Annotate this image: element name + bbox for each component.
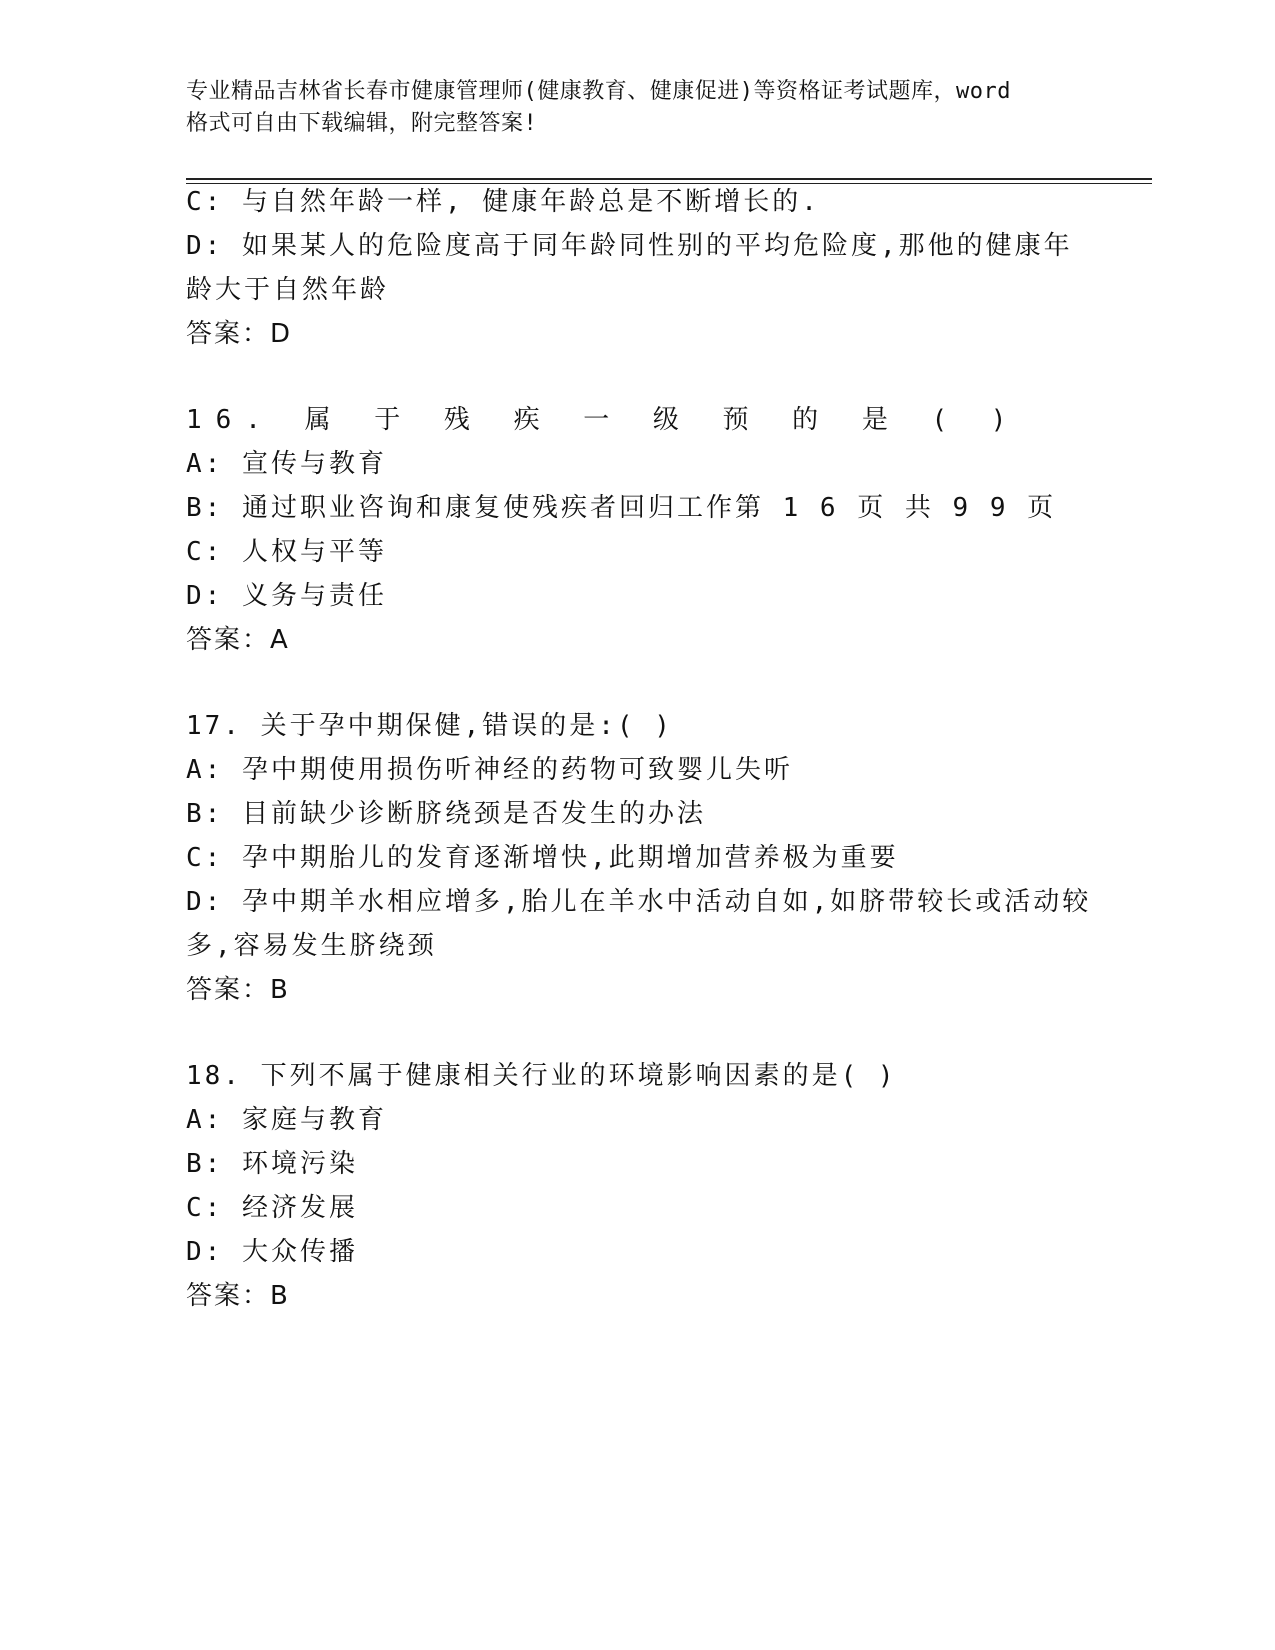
q18-answer: 答案：B [186,1281,290,1311]
header-rule-thin [186,183,1152,184]
q16-stem: 16. 属 于 残 疾 一 级 预 的 是 ( ) [186,405,1021,435]
q17-answer: 答案：B [186,975,290,1005]
q16-option-b: B: 通过职业咨询和康复使残疾者回归工作第 1 6 页 共 9 9 页 [186,493,1057,523]
q15-option-d-line-2: 龄大于自然年龄 [186,275,390,305]
q16-answer: 答案：A [186,625,290,655]
q16-option-a: A: 宣传与教育 [186,449,387,479]
q17-option-a: A: 孕中期使用损伤听神经的药物可致婴儿失听 [186,755,793,785]
q17-option-d-line-1: D: 孕中期羊水相应增多,胎儿在羊水中活动自如,如脐带较长或活动较 [186,887,1092,917]
q16-option-d: D: 义务与责任 [186,581,387,611]
q15-option-d-line-1: D: 如果某人的危险度高于同年龄同性别的平均危险度,那他的健康年 [186,231,1073,261]
q16-option-c: C: 人权与平等 [186,537,387,567]
q18-option-d: D: 大众传播 [186,1237,358,1267]
document-header [186,76,1086,140]
q18-option-b: B: 环境污染 [186,1149,358,1179]
q18-option-a: A: 家庭与教育 [186,1105,387,1135]
q18-option-c: C: 经济发展 [186,1193,358,1223]
q18-stem: 18. 下列不属于健康相关行业的环境影响因素的是( ) [186,1061,897,1091]
q17-option-d-line-2: 多,容易发生脐绕颈 [186,931,437,961]
q17-stem: 17. 关于孕中期保健,错误的是:( ) [186,711,673,741]
q17-option-b: B: 目前缺少诊断脐绕颈是否发生的办法 [186,799,706,829]
q15-option-c: C: 与自然年龄一样, 健康年龄总是不断增长的. [186,187,820,217]
q17-option-c: C: 孕中期胎儿的发育逐渐增快,此期增加营养极为重要 [186,843,899,873]
header-rule-thick [186,178,1152,180]
q15-answer: 答案：D [186,319,293,349]
header-title-line-2: 格式可自由下载编辑，附完整答案! [186,111,538,136]
header-title-line-1: 专业精品吉林省长春市健康管理师(健康教育、健康促进)等资格证考试题库，word [186,79,1011,104]
